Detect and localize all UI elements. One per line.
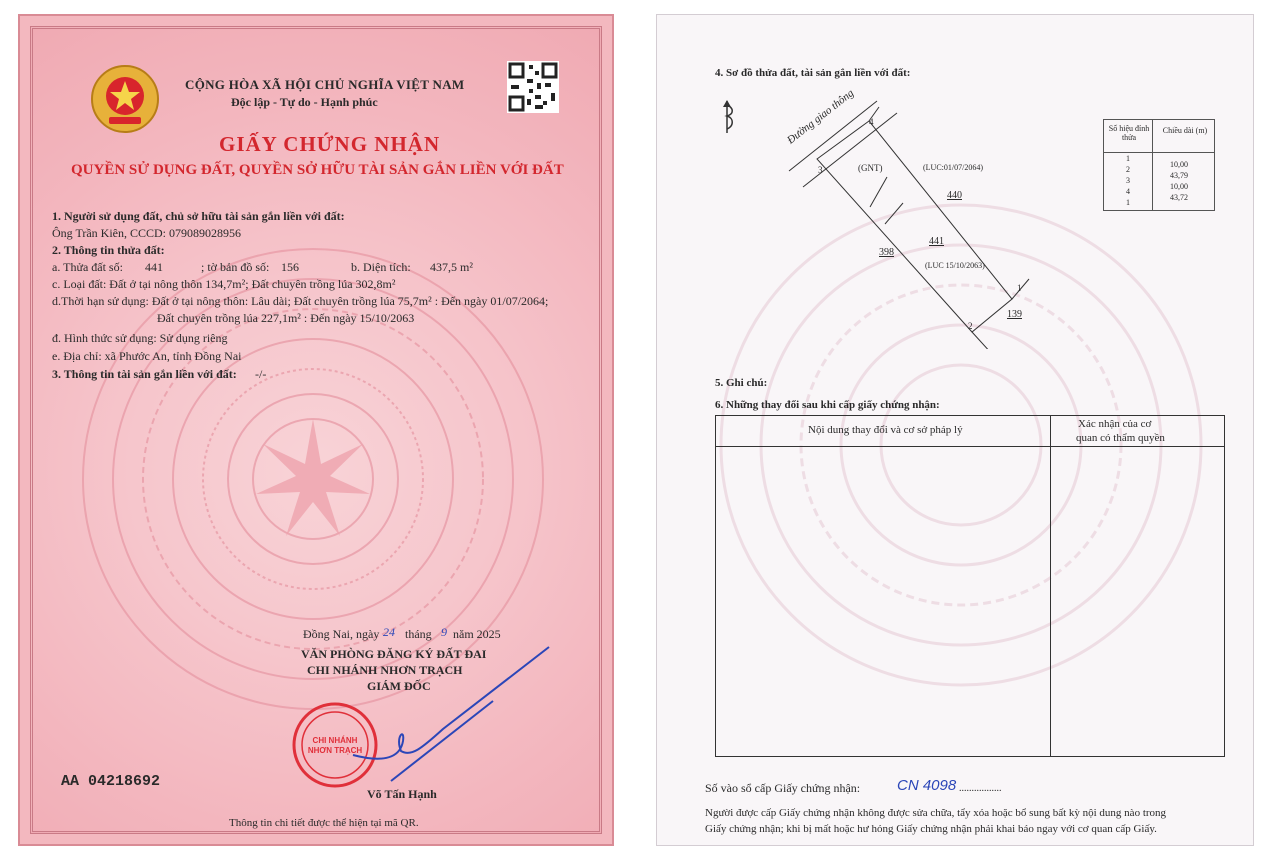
certificate-back-page: [656, 14, 1254, 846]
signer-name: Võ Tấn Hạnh: [367, 787, 437, 801]
vertex-4-label: 4: [869, 117, 874, 127]
issue-day: 24: [383, 625, 395, 639]
vertex-1-label: 1: [1017, 283, 1022, 293]
usage-duration-2: Đất chuyên trồng lúa 227,1m² : Đến ngày 15/10/2063: [157, 311, 415, 325]
svg-text:NHƠN TRẠCH: NHƠN TRẠCH: [307, 746, 363, 755]
signer-position: GIÁM ĐỐC: [367, 679, 431, 693]
section-4-heading: 4. Sơ đồ thửa đất, tài sản gắn liền với đất:: [715, 67, 911, 79]
signature: [293, 639, 553, 789]
usage-duration-1: d.Thời hạn sử dụng: Đất ở tại nông thôn: Lâu dài; Đất chuyên trồng lúa 75,7m² : Đến ngày 01/07/2064;: [52, 294, 549, 308]
length-cell: 43,72: [1170, 193, 1188, 202]
parcel-number: 441: [145, 260, 163, 274]
vertex-cell: 1: [1126, 154, 1130, 163]
road-label: Đường giao thông: [785, 87, 857, 147]
land-type: c. Loại đất: Đất ở tại nông thôn 134,7m²; Đất chuyên trồng lúa 302,8m²: [52, 277, 396, 291]
vertex-column-header: Số hiệu đỉnh thửa: [1108, 124, 1150, 142]
issuing-branch: CHI NHÁNH NHƠN TRẠCH: [307, 663, 463, 677]
month-label: tháng: [405, 627, 432, 641]
place-date-prefix: Đồng Nai, ngày: [303, 627, 380, 641]
parcel-number-label: a. Thửa đất số:: [52, 260, 123, 274]
length-column-header: Chiều dài (m): [1162, 126, 1208, 135]
usage-form: đ. Hình thức sử dụng: Sử dụng riêng: [52, 331, 228, 345]
certificate-subtitle: QUYỀN SỬ DỤNG ĐẤT, QUYỀN SỞ HỮU TÀI SẢN GẮN LIỀN VỚI ĐẤT: [71, 162, 564, 178]
length-cell: 43,79: [1170, 171, 1188, 180]
section-2-heading: 2. Thông tin thửa đất:: [52, 243, 165, 257]
vertex-3-label: 3: [818, 165, 823, 175]
certificate-front-page: [18, 14, 614, 846]
parcel-398-label: 398: [879, 247, 894, 258]
area-label: b. Diện tích:: [351, 260, 411, 274]
gnt-label: (GNT): [858, 163, 883, 173]
qr-note: Thông tin chi tiết được thể hiện tại mã QR.: [229, 817, 419, 829]
issuing-office: VĂN PHÒNG ĐĂNG KÝ ĐẤT ĐAI: [301, 647, 487, 661]
parcel-441-label: 441: [929, 236, 944, 247]
section-5-heading: 5. Ghi chú:: [715, 377, 768, 389]
motto: Độc lập - Tự do - Hạnh phúc: [231, 95, 378, 109]
area-value: 437,5 m²: [430, 260, 473, 274]
section-6-heading: 6. Những thay đổi sau khi cấp giấy chứng nhận:: [715, 399, 940, 411]
issue-month: 9: [441, 625, 447, 639]
length-cell: 10,00: [1170, 182, 1188, 191]
register-dots: .................: [959, 783, 1002, 794]
confirmation-header-2: quan có thẩm quyền: [1076, 432, 1165, 444]
luc-2064-label: (LUC:01/07/2064): [923, 163, 983, 172]
owner-info: Ông Trần Kiên, CCCD: 079089028956: [52, 226, 242, 240]
luc-2063-label: (LUC 15/10/2063): [925, 261, 985, 270]
vertex-2-label: 2: [968, 321, 973, 331]
certificate-title: GIẤY CHỨNG NHẬN: [219, 132, 441, 156]
register-number: CN 4098: [897, 777, 957, 794]
country-name: CỘNG HÒA XÃ HỘI CHỦ NGHĨA VIỆT NAM: [185, 77, 465, 92]
issue-year: năm 2025: [453, 627, 501, 641]
address: e. Địa chỉ: xã Phước An, tỉnh Đồng Nai: [52, 349, 242, 363]
vertex-cell: 3: [1126, 176, 1130, 185]
footer-notice-1: Người được cấp Giấy chứng nhận không được sửa chữa, tẩy xóa hoặc bổ sung bất kỳ nội dung nào trong: [705, 807, 1167, 819]
section-3-value: -/-: [255, 367, 267, 381]
register-label: Số vào sổ cấp Giấy chứng nhận:: [705, 781, 861, 795]
parcel-440-label: 440: [947, 190, 962, 201]
map-sheet-label: ; tờ bản đồ số:: [201, 260, 270, 274]
confirmation-header-1: Xác nhận của cơ: [1078, 418, 1152, 430]
north-arrow-icon: [719, 99, 735, 135]
length-cell: 10,00: [1170, 160, 1188, 169]
parcel-139-label: 139: [1007, 309, 1022, 320]
changes-content-header: Nội dung thay đổi và cơ sở pháp lý: [808, 424, 963, 436]
vertex-cell: 2: [1126, 165, 1130, 174]
decorative-border: [30, 26, 602, 834]
serial-number: AA 04218692: [61, 773, 161, 790]
map-sheet-number: 156: [281, 260, 299, 274]
edge-length-table: [1103, 119, 1215, 211]
vertex-cell: 4: [1126, 187, 1130, 196]
svg-text:CHI NHÁNH: CHI NHÁNH: [312, 736, 358, 745]
section-1-heading: 1. Người sử dụng đất, chủ sở hữu tài sản gắn liền với đất:: [52, 209, 345, 223]
footer-notice-2: Giấy chứng nhận; khi bị mất hoặc hư hỏng Giấy chứng nhận phải khai báo ngay với cơ quan cấp Giấy.: [705, 823, 1157, 835]
section-3-heading: 3. Thông tin tài sản gắn liền với đất:: [52, 367, 237, 381]
national-emblem-icon: [89, 63, 161, 135]
changes-table: [715, 415, 1225, 757]
qr-code-icon[interactable]: [507, 61, 559, 113]
vertex-cell: 1: [1126, 198, 1130, 207]
